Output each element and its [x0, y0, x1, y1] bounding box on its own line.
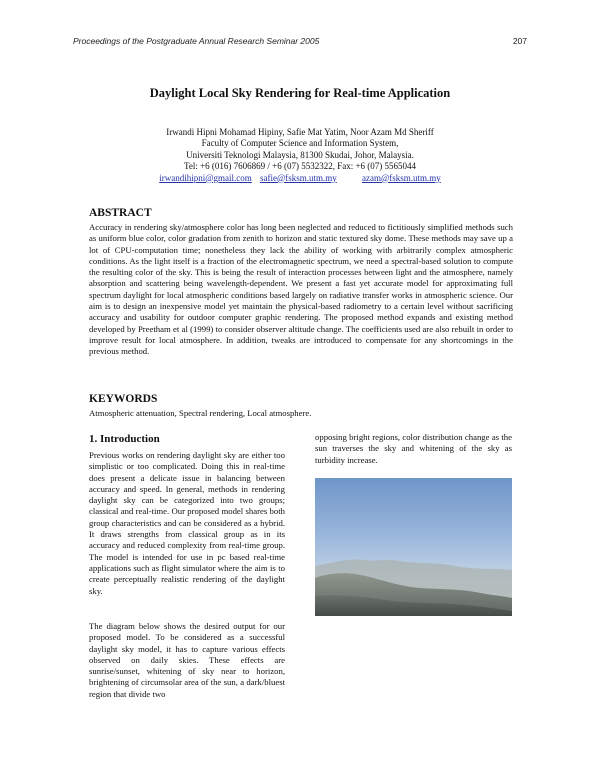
author-university: Universiti Teknologi Malaysia, 81300 Skudai, Johor, Malaysia.	[186, 149, 414, 160]
page-number: 207	[512, 36, 527, 46]
intro-paragraph: The diagram below shows the desired output for our proposed model. To be considered as a successful daylight sky model, it has to capture various effects observed on daily skies. These effects are sunrise/sunset, whitening of sky near to horizon, brightening of circumsolar area of the sun, a dark/bluest region that divide two	[89, 621, 285, 699]
section-heading-introduction: 1. Introduction	[89, 433, 160, 445]
intro-paragraph-continued: opposing bright regions, color distribution change as the sun traverses the sky and whitening of the sky as turbidity increase.	[315, 432, 512, 465]
email-link[interactable]: azam@fsksm.utm.my	[362, 172, 441, 183]
email-list	[0, 173, 600, 184]
author-faculty: Faculty of Computer Science and Information System,	[201, 138, 399, 149]
keywords-heading: KEYWORDS	[89, 393, 158, 405]
abstract-heading: ABSTRACT	[89, 207, 152, 219]
email-link[interactable]: irwandihipni@gmail.com	[159, 172, 252, 183]
paper-title: Daylight Local Sky Rendering for Real-time Application	[149, 86, 451, 100]
author-block	[0, 127, 600, 184]
author-names: Irwandi Hipni Mohamad Hipiny, Safie Mat Yatim, Noor Azam Md Sheriff	[166, 127, 434, 137]
author-contact: Tel: +6 (016) 7606869 / +6 (07) 5532322, Fax: +6 (07) 5565044	[183, 161, 417, 172]
email-link[interactable]: safie@fsksm.utm.my	[259, 172, 337, 183]
abstract-text: Accuracy in rendering sky/atmosphere color has long been neglected and reduced to fictitiously simplified methods such as uniform blue color, color gradation from zenith to horizon and static textured sky dome. These methods may save up a lot of CPU-computation time; nonetheless they lack the ability of working with arbitrarily complex atmospheric conditions. As the light itself is a fraction of the electromagnetic spectrum, we need a spectral-based solution to compute the resulting color of the sky. This is being the result of interaction processes between light and the atmosphere, namely absorption and scattering being wavelength-dependent. We present a fast yet accurate model for approximating full spectrum daylight for local atmospheric conditions based largely on radiative transfer works in atmospheric science. Our aim is to design an inexpensive model yet maintain the physical-based radiometry to a certain level without sacrificing accuracy and usability for outdoor computer graphic rendering. The proposed method expands and existing method developed by Preetham et al (1999) to consider observer altitude change. The coefficients used are also rebuilt in order to improve result for local atmosphere. In addition, tweaks are introduced to compensate for any shortcomings in the previous method.	[89, 222, 513, 357]
running-header: Proceedings of the Postgraduate Annual Research Seminar 2005	[73, 36, 320, 46]
keywords-text: Atmospheric attenuation, Spectral rendering, Local atmosphere.	[89, 408, 312, 418]
intro-paragraph: Previous works on rendering daylight sky are either too simplistic or too complicated. Doing this in real-time does present a delicate issue in balancing between accuracy and speed. In general, methods in rendering daylight sky can be categorized into two groups; classical and real-time. Our proposed model shares both group characteristics and can be considered as a hybrid. It draws strengths from classical group as in its accuracy and reduced complexity from real-time group. The model is intended for use in pc based real-time applications such as flight simulator where the aim is to create perceptually realistic rendering of the daylight sky.	[89, 450, 285, 596]
sky-rendering-figure	[315, 478, 512, 616]
